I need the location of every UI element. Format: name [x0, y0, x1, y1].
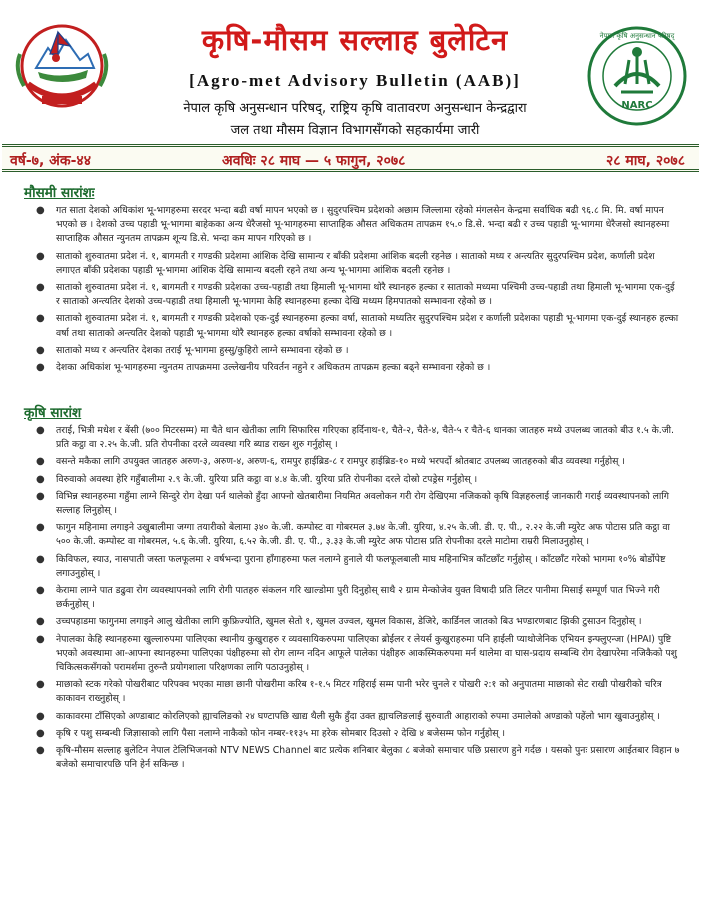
bullet-item [30, 473, 680, 487]
bullet-dot-icon: ● [36, 282, 45, 294]
bullet-item [30, 584, 680, 612]
bullet-dot-icon: ● [36, 745, 45, 757]
narc-logo-ring-text: नेपाल कृषि अनुसन्धान परिषद् [599, 32, 675, 40]
bullet-text: वसन्ते मकैका लागि उपयुक्त जातहरु अरुण-३, अरुण-४, अरुण-६, रामपुर हाईब्रिड-८ र रामपुर हाईब्रिड-१० मध्ये भरपर्दो श्रोतबाट उपलब्ध जातहरुको बीउ व्यवस्था गर्नुहोस् । [56, 456, 625, 468]
narc-logo-icon [585, 22, 689, 130]
bullet-dot-icon: ● [36, 473, 45, 485]
validity-period: अवधिः २८ माघ — ५ फागुन, २०७८ [222, 153, 406, 169]
bullet-text: साताको शुरुवातमा प्रदेश नं. १, बागमती र गण्डकी प्रदेशमा आंशिक देखि सामान्य र बाँकी प्रदेशमा आंशिक बदली रहनेछ । साताको मध्य र अन्त्यतिर सुदुरपश्चिम प्रदेश, कर्णाली प्रदेश लगाएत बाँकी प्रदेशका पहाडी भू-भागमा आंशिक देखि सामान्य बदली रहने तथा अन्य भू-भागमा आंशिक बदली रहनेछ । [56, 250, 655, 276]
bullet-dot-icon: ● [36, 313, 45, 325]
narc-logo-abbr: NARC [621, 100, 653, 111]
bullet-text: माछाको स्टक गरेको पोखरीबाट परिपक्व भएका माछा छानी पोखरीमा करिब १-१.५ मिटर गहिराई सम्म पानी भरेर चुनले र पोखरी २:१ को अनुपातमा माछाको सेट राखी पोखरीको चरित्र काकावन राख्नुहोस् । [56, 679, 662, 705]
bullet-item [30, 615, 680, 629]
bullet-item [30, 678, 680, 706]
bullet-text: साताको मध्य र अन्त्यतिर देशका तराई भू-भागमा हुस्सु/कुहिरो लाग्ने सम्भावना रहेको छ । [56, 344, 349, 356]
bullet-text: कृषि-मौसम सल्लाह बुलेटिन नेपाल टेलिभिजनको NTV NEWS Channel बाट प्रत्येक शनिबार बेलुका ८ बजेको समाचार पछि प्रसारण हुने गर्दछ । यसको पुनः प्रसारण आईतबार विहान ७ बजेको समाचारपछि पनि हेर्न सकिन्छ । [56, 745, 680, 771]
bullet-text: गत साता देशको अधिकांश भू-भागहरुमा सरदर भन्दा बढी वर्षा मापन भएको छ । सुदुरपश्चिम प्रदेशको अछाम जिल्लामा रहेको मंगलसेन केन्द्रमा सर्वाधिक बढी ९६.८ मि. मि. वर्षा मापन भएको छ । देशको उच्च पहाडी भू-भागमा बाहेकका अन्य धेरैजसो भू-भागहरुमा साप्ताहिक औसत अधिकतम तापक्रम १५.० डि.से. भन्दा बढी र उच्च पहाडी भू-भागमा धेरैजसो स्थानहरुमा साप्ताहिक औसत न्युनतम तापक्रम शून्य डि.से. भन्दा कम मापन गरिएको छ । [56, 205, 670, 245]
bullet-item [30, 727, 680, 741]
bullet-dot-icon: ● [36, 205, 45, 216]
bullet-item [30, 204, 680, 247]
bullet-dot-icon: ● [36, 633, 45, 645]
bullet-item [30, 281, 680, 309]
issue-number: वर्ष-७, अंक-४४ [10, 153, 91, 169]
bullet-item [30, 344, 680, 358]
bullet-text: साताको शुरुवातमा प्रदेश नं. १, बागमती र गण्डकी प्रदेशको एक-दुई स्थानहरुमा हल्का वर्षा, साताको मध्यतिर सुदुरपश्चिम प्रदेश र कर्णाली प्रदेशका पहाडी भू-भागमा एक-दुई स्थानहरु हल्का वर्षा तथा साताको अन्त्यतिर देशको पहाडी भू-भागमा थोरै स्थानहरु हल्का वर्षाको सम्भावना रहेको छ । [56, 313, 679, 339]
bullet-text: केरामा लाग्ने पात डढुवा रोग व्यवस्थापनको लागि रोगी पातहरु संकलन गरि खाल्डोमा पुरी दिनुहोस् साथै २ ग्राम मेन्कोजेव युक्त विषादी प्रति लिटर पानीमा मिसाई सम्पूर्ण पात भिज्ने गरी छर्कनुहोस् । [56, 585, 660, 611]
collaboration-line: जल तथा मौसम विज्ञान विभागसँगको सहकार्यमा जारी [230, 123, 480, 138]
bullet-text: तराई, भित्री मधेश र बेंसी (७०० मिटरसम्म) मा चैते धान खेतीका लागि सिफारिस गरिएका हर्दिनाथ-१, चैते-२, चैते-४, चैते-५ र चैते-६ धानका जातहरु मध्ये उपलब्ध जातको बीउ १.५ के.जी. प्रति कट्ठा वा २.२५ के.जी. प्रति रोपनीका दरले व्यवस्था गरि ब्याड राख्न शुरु गर्नुहोस् । [56, 425, 674, 451]
bullet-dot-icon: ● [36, 344, 45, 356]
bullet-text: विरुवाको अवस्था हेरि गहुँबालीमा २.९ के.जी. युरिया प्रति कट्ठा वा ४.४ के.जी. युरिया प्रति रोपनीका दरले दोस्रो टपड्रेस गर्नुहोस् । [56, 473, 478, 485]
bullet-text: विभिन्न स्थानहरुमा गहुँमा लाग्ने सिन्दुरे रोग देखा पर्न थालेको हुँदा आफ्नो खेतबारीमा नियमित अवलोकन गरी रोग देखिएमा नजिकको कृषि विज्ञहरुलाई जानकारी गराई व्यवस्थापनको लागि सल्लाह लिनुहोस् । [56, 490, 669, 517]
bullet-dot-icon: ● [36, 456, 45, 468]
bullet-text: किविफल, स्याउ, नासपाती जस्ता फलफूलमा २ वर्षभन्दा पुराना हाँगाहरुमा फल नलाग्ने हुनाले यी फलफूलबाली माघ महिनाभित्र काँटछाँट गर्नुहोस् । काँटछाँट गरेको भागमा १०% बोर्डोपेष्ट लगाउनुहोस् । [56, 553, 666, 579]
bullet-text: फागुन महिनामा लगाइने उखुबालीमा जग्गा तयारीको बेलामा ३४० के.जी. कम्पोस्ट वा गोबरमल ३.७४ के.जी. युरिया, ४.२५ के.जी. डी. ए. पी., २.२२ के.जी म्युरेट अफ पोटास प्रति कट्ठा वा ५०० के.जी. कम्पोस्ट वा गोबरमल, ५.६ के.जी. युरिया, ६.५२ के.जी. डी. ए. पी., ३.३३ के.जी म्युरेट अफ पोटास प्रति रोपनीका दरले माटोमा राम्ररी मिलाउनुहोस् । [56, 522, 670, 548]
nepal-emblem-icon [8, 14, 116, 114]
bulletin-header [0, 0, 703, 146]
agri-summary-list [30, 424, 680, 775]
weather-summary-list [30, 204, 680, 378]
bulletin-title-english: [Agro-met Advisory Bulletin (AAB)] [189, 71, 521, 90]
bullet-item [30, 744, 680, 772]
bullet-dot-icon: ● [36, 616, 45, 628]
issue-info-bar [2, 144, 699, 172]
bulletin-title: कृषि-मौसम सल्लाह बुलेटिन [201, 23, 509, 57]
bullet-item [30, 455, 680, 469]
bullet-text: कृषि र पशु सम्बन्धी जिज्ञासाको लागि पैसा नलाग्ने नाकैको फोन नम्बर-११३५ मा हरेक सोमबार दिउसो २ देखि ४ बजेसम्म फोन गर्नुहोस् । [56, 727, 506, 739]
bullet-text: उच्चपहाडमा फागुनमा लगाइने आलु खेतीका लागि कुफ्रिज्योति, खुमल सेतो १, खुमल उज्वल, खुमल विकास, डेजिरे, कार्डिनल जातको बिउ भण्डारणबाट झिकी टुसाउन दिनुहोस् । [56, 616, 642, 628]
bullet-item [30, 361, 680, 375]
bullet-dot-icon: ● [36, 362, 45, 374]
bullet-text: काकावरमा टाँसिएको अण्डाबाट कोरलिएको ह्याचलिङको २४ घण्टापछि खाद्य थैली सुकै हुँदा उक्त ह्याचलिङलाई सुरुवाती आहाराको रुपमा उमालेको अण्डाको पहेंलो भाग खुवाउनुहोस् । [56, 710, 660, 722]
bullet-dot-icon: ● [36, 553, 45, 565]
issue-date: २८ माघ, २०७८ [605, 153, 685, 169]
bullet-dot-icon: ● [36, 522, 45, 534]
bullet-item [30, 553, 680, 581]
issuer-line: नेपाल कृषि अनुसन्धान परिषद्, राष्ट्रिय कृषि वातावरण अनुसन्धान केन्द्रद्वारा [183, 101, 527, 116]
bullet-item [30, 250, 680, 278]
bullet-dot-icon: ● [36, 490, 45, 502]
bullet-item [30, 312, 680, 340]
bullet-dot-icon: ● [36, 585, 45, 597]
bullet-text: साताको शुरुवातमा प्रदेश नं. १, बागमती र गण्डकी प्रदेशका उच्च-पहाडी तथा हिमाली भू-भागमा थोरै स्थानहरु हल्का र साताको मध्यमा पश्चिमी उच्च-पहाडी तथा हिमाली भू-भागमा एक-दुई र साताको अन्त्यतिर देशको उच्च-पहाडी तथा हिमाली भू-भागमा केहि स्थानहरुमा हल्का देखि मध्यम हिमपातको सम्भावना रहेको छ । [56, 282, 675, 308]
bullet-dot-icon: ● [36, 679, 45, 691]
weather-summary-heading: मौसमी सारांशः [24, 185, 95, 201]
bullet-dot-icon: ● [36, 710, 45, 722]
bullet-item [30, 710, 680, 724]
agri-summary-heading: कृषि सारांश [24, 405, 82, 421]
bullet-text: देशका अधिकांश भू-भागहरुमा न्युनतम तापक्रममा उल्लेखनीय परिवर्तन नहुने र अधिकतम तापक्रम हल्का बढ्ने सम्भावना रहेको छ । [56, 362, 491, 374]
bullet-dot-icon: ● [36, 425, 45, 436]
bullet-item [30, 490, 680, 518]
bullet-item [30, 424, 680, 452]
bullet-dot-icon: ● [36, 250, 45, 262]
bullet-item [30, 521, 680, 549]
bullet-dot-icon: ● [36, 727, 45, 739]
bullet-text: नेपालका केहि स्थानहरुमा खुल्लारुपमा पालिएका स्थानीय कुखुराहरु र व्यवसायिकरुपमा पालिएका ब्रोईलर र लेयर्स कुखुराहरुमा पनि हाईली प्याथोजेनिक एभियन इन्फ्लुएन्जा (HPAI) पुष्टि भएको अवस्थामा आ-आफ्ना स्थानहरुमा पालिएका पंक्षीहरुमा सो रोग लाग्न नदिन आफूले पालेका पंक्षीहरु आकस्मिकरुपमा मर्न थालेमा वा घास-प्रदाय सम्बन्धि रोग देखापरेमा नजिकैको पशु चिकित्सकसँगको परामर्शमा तुरुन्तै प्रयोगशाला परिक्षणका लागि पठाउनुहोस् । [56, 633, 678, 674]
bullet-item [30, 633, 680, 676]
